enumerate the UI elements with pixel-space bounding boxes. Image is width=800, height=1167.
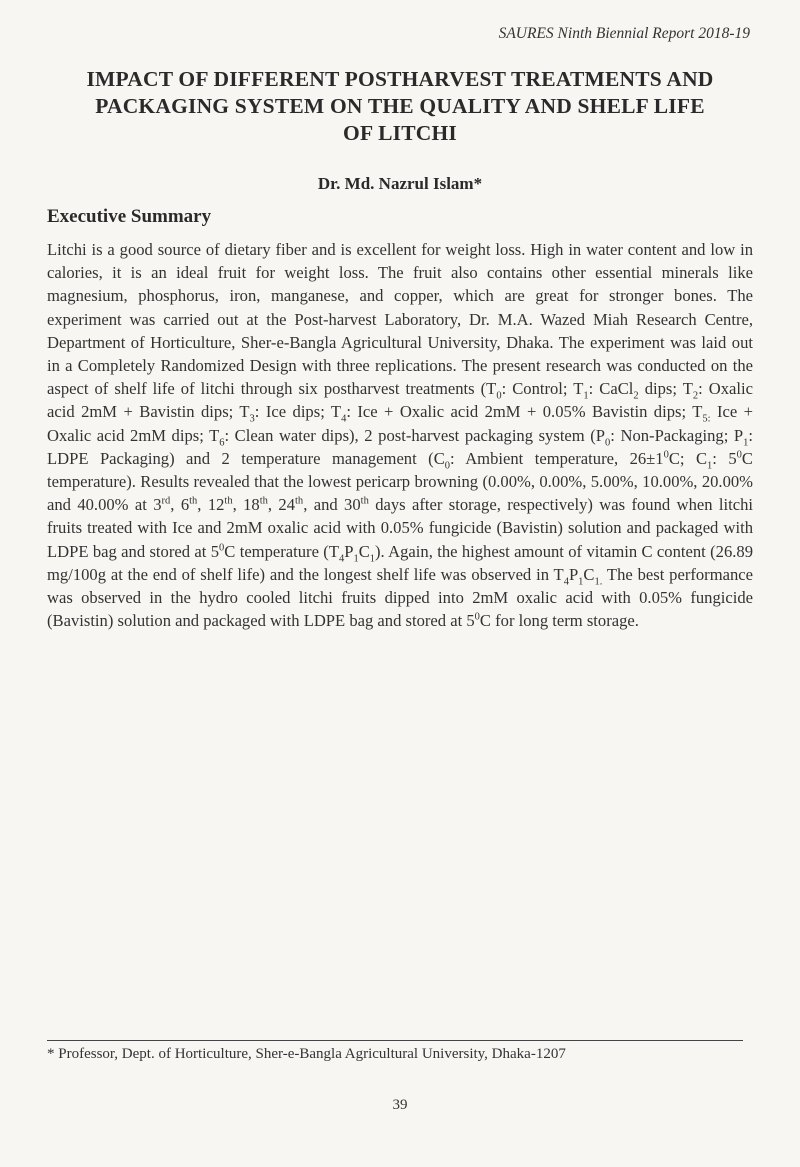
subscript: 0 bbox=[605, 436, 611, 448]
subscript: 6 bbox=[219, 436, 225, 448]
subscript: 0 bbox=[496, 390, 502, 402]
subscript: 2 bbox=[692, 390, 699, 402]
footnote-divider bbox=[47, 1040, 743, 1041]
subscript: 4 bbox=[338, 552, 345, 564]
superscript: th bbox=[189, 495, 198, 507]
summary-text-run: : 5 bbox=[712, 448, 737, 468]
summary-text-run: , 6 bbox=[170, 495, 190, 515]
summary-text-run: P bbox=[344, 541, 354, 561]
summary-text-run: C bbox=[583, 564, 595, 584]
summary-text-run: : CaCl bbox=[588, 379, 634, 399]
author-name: Dr. Md. Nazrul Islam* bbox=[317, 174, 483, 193]
summary-text-run: C bbox=[358, 541, 370, 561]
superscript: th bbox=[360, 495, 369, 507]
summary-text-run: , 12 bbox=[197, 495, 225, 515]
superscript: 0 bbox=[736, 449, 742, 461]
article-title bbox=[60, 66, 740, 147]
summary-text-run: : Ice dips; T bbox=[254, 402, 342, 422]
subscript: 1 bbox=[583, 390, 589, 402]
title-line: IMPACT OF DIFFERENT POSTHARVEST TREATMENTS AND bbox=[86, 67, 714, 91]
summary-text-run: days after storage, respectively) was found when litchi fruits treated with Ice and 2mM oxalic acid with 0.05% fungicide (Bavistin) solution and packaged with LDPE bag and stored at 5 bbox=[47, 495, 754, 561]
summary-text-run: Litchi is a good source of dietary fiber and is excellent for weight loss. High in water content and low in calories, it is an ideal fruit for weight loss. The fruit also contains other essential minerals like magnesium, phosphorus, iron, manganese, and copper, which are great for stronger bones. The experiment was carried out at the Post-harvest Laboratory, Dr. M.A. Wazed Miah Research Centre, Department of Horticulture, Sher-e-Bangla Agricultural University, Dhaka. The experiment was laid out in a Completely Randomized Design with three replications. The present research was conducted on the aspect of shelf life of litchi through six postharvest treatments (T bbox=[47, 240, 753, 399]
superscript: th bbox=[224, 495, 233, 507]
summary-text-run: : Clean water dips), 2 post-harvest packaging system (P bbox=[224, 425, 606, 445]
summary-text-run: C temperature (T bbox=[224, 541, 339, 561]
summary-text-run: , and 30 bbox=[303, 495, 361, 515]
superscript: th bbox=[295, 495, 304, 507]
summary-text-run: The best performance was observed in the hydro cooled litchi fruits dipped into 2mM oxalic acid with 0.05% fungicide (Bavistin) solution and packaged with LDPE bag and stored at 5 bbox=[47, 564, 753, 631]
superscript: 0 bbox=[663, 449, 669, 461]
subscript: 5: bbox=[702, 413, 711, 425]
executive-summary-paragraph bbox=[47, 238, 753, 632]
superscript: th bbox=[259, 495, 268, 507]
subscript: 4 bbox=[341, 413, 347, 425]
summary-text-run: : Non-Packaging; P bbox=[610, 425, 744, 445]
summary-text-run: : Ambient temperature, 26±1 bbox=[450, 448, 664, 468]
subscript: 1 bbox=[369, 552, 376, 564]
superscript: rd bbox=[161, 495, 171, 507]
running-header: SAURES Ninth Biennial Report 2018-19 bbox=[498, 25, 750, 42]
subscript: 3 bbox=[249, 413, 255, 425]
summary-text-run: , 18 bbox=[232, 495, 260, 515]
summary-text-run: C temperature). Results revealed that the lowest pericarp browning (0.00%, 0.00%, 5.00%, 10.00%, 20.00% and 40.00% at 3 bbox=[47, 448, 753, 515]
subscript: 1 bbox=[578, 576, 584, 588]
subscript: 4 bbox=[563, 576, 569, 588]
author-footnote: * Professor, Dept. of Horticulture, Sher-e-Bangla Agricultural University, Dhaka-1207 bbox=[47, 1046, 566, 1062]
subscript: 1 bbox=[707, 460, 713, 472]
superscript: 0 bbox=[474, 611, 480, 623]
summary-text-run: : Oxalic acid 2mM + Bavistin dips; T bbox=[47, 379, 753, 422]
summary-text-run: , 24 bbox=[267, 495, 296, 515]
superscript: 0 bbox=[219, 542, 225, 554]
subscript: 2 bbox=[633, 390, 639, 402]
summary-text-run: C for long term storage. bbox=[479, 611, 639, 631]
summary-text-run: : LDPE Packaging) and 2 temperature management (C bbox=[47, 425, 753, 468]
summary-text-run: : Ice + Oxalic acid 2mM + 0.05% Bavistin dips; T bbox=[346, 402, 703, 422]
subscript: 0 bbox=[444, 460, 451, 472]
summary-text-run: P bbox=[568, 564, 579, 584]
subscript: 1 bbox=[353, 552, 359, 564]
page-number: 39 bbox=[392, 1097, 408, 1113]
summary-text-run: C; C bbox=[668, 448, 708, 468]
summary-text-run: : Control; T bbox=[501, 379, 584, 399]
summary-text-run: ). Again, the highest amount of vitamin C content (26.89 mg/100g at the end of shelf life) and the longest shelf life was observed in T bbox=[47, 541, 753, 584]
title-line: OF LITCHI bbox=[343, 121, 457, 145]
summary-text-run: Ice + Oxalic acid 2mM dips; T bbox=[47, 402, 753, 445]
subscript: 1. bbox=[594, 576, 603, 588]
section-heading: Executive Summary bbox=[47, 206, 212, 227]
subscript: 1 bbox=[743, 436, 749, 448]
title-line: PACKAGING SYSTEM ON THE QUALITY AND SHELF LIFE bbox=[95, 94, 705, 118]
summary-text-run: dips; T bbox=[638, 379, 693, 399]
